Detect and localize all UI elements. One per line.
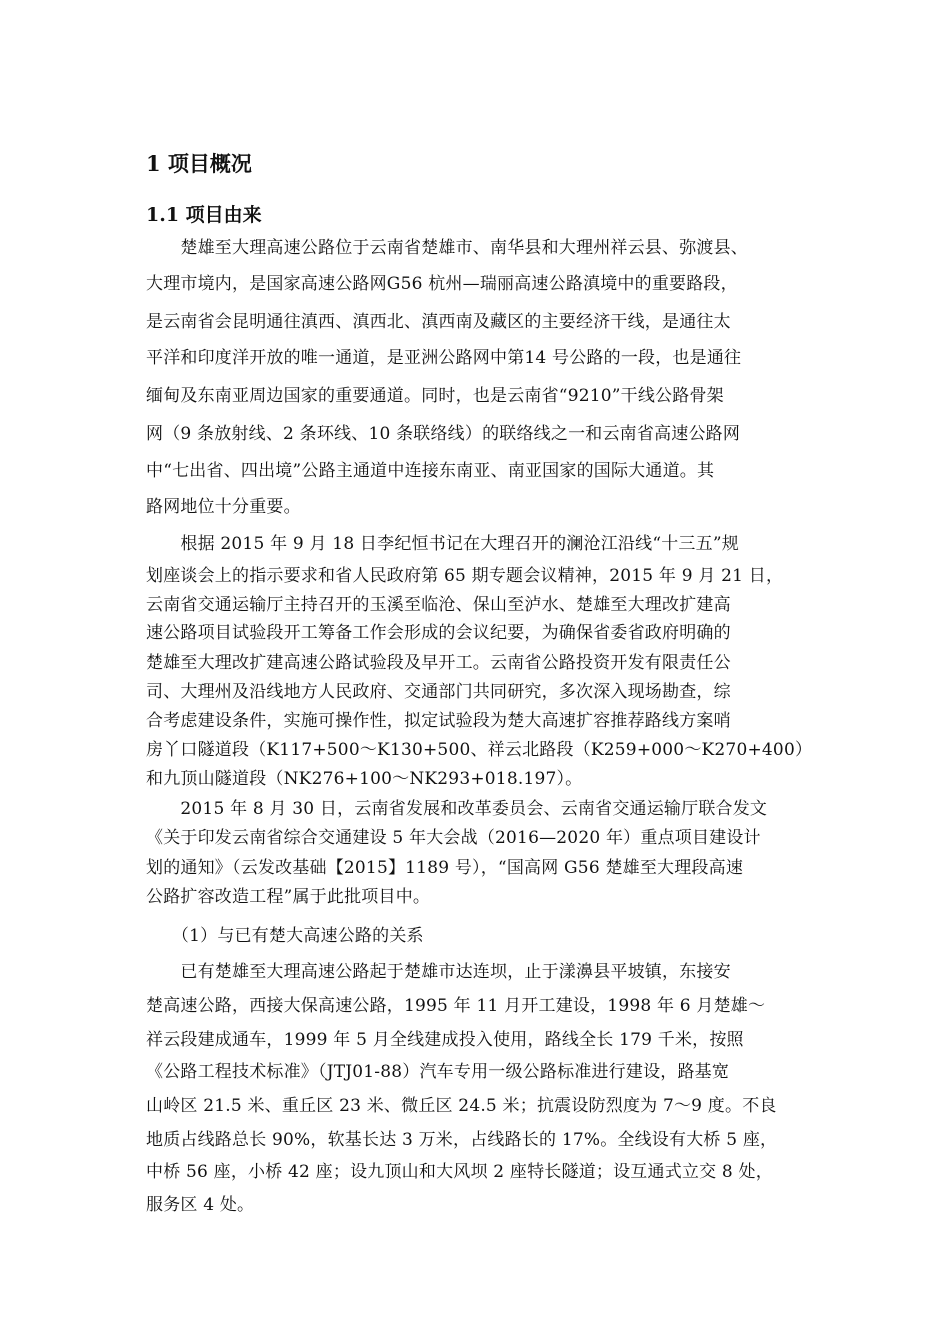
paragraph-line: 划的通知》（云发改基础【2015】1189 号），“国高网 G56 楚雄至大理段高速 bbox=[146, 858, 744, 878]
paragraph-line: 服务区 4 处。 bbox=[146, 1195, 255, 1215]
section-heading: 1.1 项目由来 bbox=[146, 204, 262, 226]
paragraph-line: 中“七出省、四出境”公路主通道中连接东南亚、南亚国家的国际大通道。其 bbox=[146, 461, 715, 481]
paragraph-line: 山岭区 21.5 米、重丘区 23 米、微丘区 24.5 米；抗震设防烈度为 7～9 度。不良 bbox=[146, 1096, 777, 1116]
paragraph-line: 《公路工程技术标准》（JTJ01-88）汽车专用一级公路标准进行建设，路基宽 bbox=[146, 1062, 730, 1082]
paragraph-line: 楚雄至大理改扩建高速公路试验段及早开工。云南省公路投资开发有限责任公 bbox=[146, 653, 731, 673]
paragraph-line: 和九顶山隧道段（NK276+100～NK293+018.197）。 bbox=[146, 769, 583, 789]
paragraph-line: 路网地位十分重要。 bbox=[146, 497, 301, 517]
paragraph-line: 平洋和印度洋开放的唯一通道，是亚洲公路网中第14 号公路的一段，也是通往 bbox=[146, 348, 742, 368]
paragraph-line: 公路扩容改造工程”属于此批项目中。 bbox=[146, 887, 431, 907]
paragraph-line: 是云南省会昆明通往滇西、滇西北、滇西南及藏区的主要经济干线，是通往太 bbox=[146, 312, 731, 332]
paragraph-line: 《关于印发云南省综合交通建设 5 年大会战（2016—2020 年）重点项目建设计 bbox=[146, 828, 761, 848]
paragraph-line: 速公路项目试验段开工筹备工作会形成的会议纪要，为确保省委省政府明确的 bbox=[146, 623, 731, 643]
paragraph-line: 划座谈会上的指示要求和省人民政府第 65 期专题会议精神，2015 年 9 月 21 日， bbox=[146, 566, 784, 586]
paragraph-line: 楚高速公路，西接大保高速公路，1995 年 11 月开工建设，1998 年 6 月楚雄～ bbox=[146, 996, 766, 1016]
paragraph-line: 根据 2015 年 9 月 18 日李纪恒书记在大理召开的澜沧江沿线“十三五”规 bbox=[146, 534, 739, 554]
paragraph-line: 缅甸及东南亚周边国家的重要通道。同时，也是云南省“9210”干线公路骨架 bbox=[146, 386, 724, 406]
paragraph-line: 2015 年 8 月 30 日，云南省发展和改革委员会、云南省交通运输厅联合发文 bbox=[146, 799, 768, 819]
paragraph-line: 大理市境内，是国家高速公路网G56 杭州—瑞丽高速公路滇境中的重要路段， bbox=[146, 274, 738, 294]
subsection-heading: （1）与已有楚大高速公路的关系 bbox=[146, 926, 424, 946]
paragraph-line: 中桥 56 座，小桥 42 座；设九顶山和大风坝 2 座特长隧道；设互通式立交 8 处， bbox=[146, 1162, 773, 1182]
paragraph-line: 祥云段建成通车，1999 年 5 月全线建成投入使用，路线全长 179 千米，按照 bbox=[146, 1030, 744, 1050]
paragraph-line: 云南省交通运输厅主持召开的玉溪至临沧、保山至泸水、楚雄至大理改扩建高 bbox=[146, 595, 731, 615]
paragraph-line: 楚雄至大理高速公路位于云南省楚雄市、南华县和大理州祥云县、弥渡县、 bbox=[146, 238, 748, 258]
paragraph-line: 房丫口隧道段（K117+500～K130+500、祥云北路段（K259+000～K270+400） bbox=[146, 740, 813, 760]
paragraph-line: 网（9 条放射线、2 条环线、10 条联络线）的联络线之一和云南省高速公路网 bbox=[146, 424, 741, 444]
paragraph-line: 合考虑建设条件，实施可操作性，拟定试验段为楚大高速扩容推荐路线方案哨 bbox=[146, 711, 731, 731]
chapter-heading: 1 项目概况 bbox=[146, 151, 252, 176]
paragraph-line: 司、大理州及沿线地方人民政府、交通部门共同研究，多次深入现场勘查，综 bbox=[146, 682, 731, 702]
paragraph-line: 地质占线路总长 90%，软基长达 3 万米，占线路长的 17%。全线设有大桥 5 座， bbox=[146, 1130, 778, 1150]
paragraph-line: 已有楚雄至大理高速公路起于楚雄市达连坝，止于漾濞县平坡镇，东接安 bbox=[146, 962, 731, 982]
